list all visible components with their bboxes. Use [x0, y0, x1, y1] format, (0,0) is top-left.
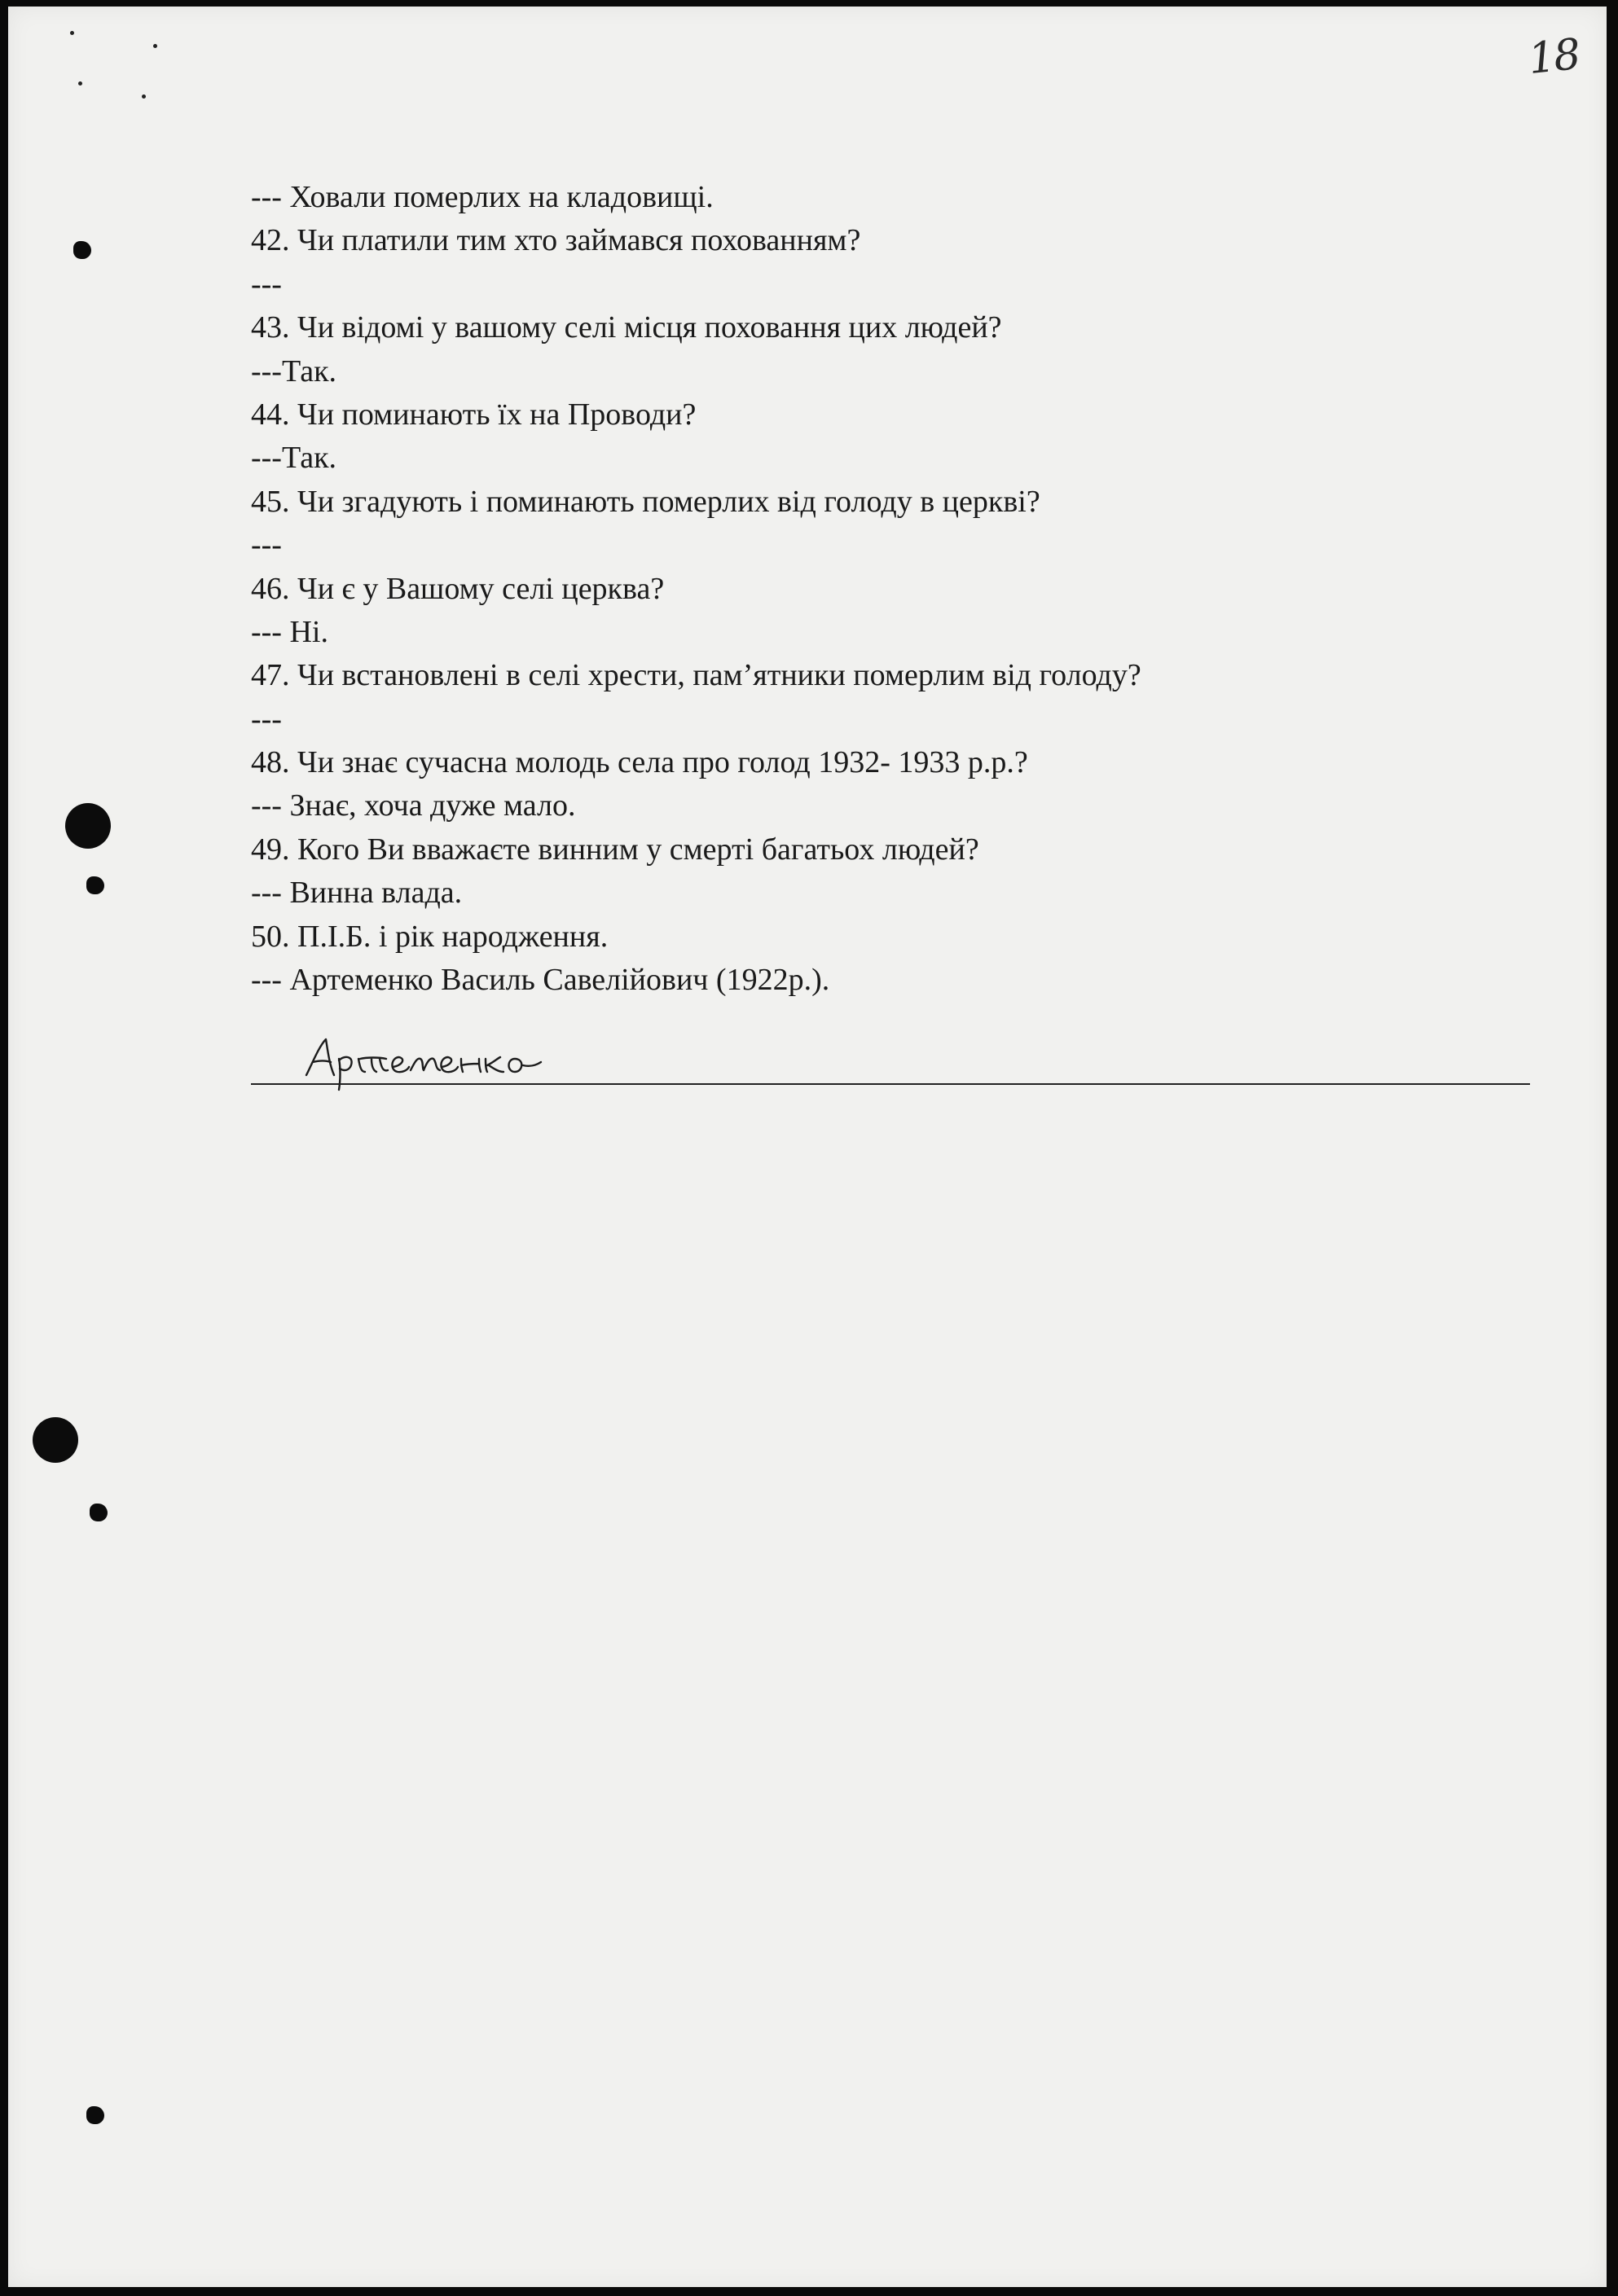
question-46: 46. Чи є у Вашому селі церква?: [251, 571, 665, 606]
answer-45: ---: [251, 528, 282, 563]
answer-46: --- Ні.: [251, 614, 328, 649]
answer-41: --- Ховали померлих на кладовищі.: [251, 180, 714, 214]
question-49: 49. Кого Ви вважаєте винним у смерті багатьох людей?: [251, 832, 979, 867]
question-45: 45. Чи згадують і поминають померлих від голоду в церкві?: [251, 484, 1040, 519]
answer-50: --- Артеменко Василь Савелійович (1922р.).: [251, 963, 830, 998]
signature-area: [251, 1034, 1530, 1091]
question-43: 43. Чи відомі у вашому селі місця поховання цих людей?: [251, 310, 1002, 345]
question-42: 42. Чи платили тим хто займався похованням?: [251, 223, 861, 258]
speck-3: [78, 81, 82, 86]
questionnaire-text: [251, 176, 1571, 1002]
answer-43: ---Так.: [251, 353, 337, 389]
answer-42: ---: [251, 266, 282, 301]
answer-44: ---Так.: [251, 441, 337, 476]
speck-4: [142, 94, 146, 99]
answer-48: --- Знає, хоча дуже мало.: [251, 788, 576, 823]
punch-hole-upper: [65, 803, 111, 849]
question-47: 47. Чи встановлені в селі хрести, пам’ятники померлим від голоду?: [251, 658, 1141, 693]
punch-mark-3: [90, 1504, 108, 1521]
page-number: 18: [1526, 29, 1582, 85]
signature-line: [251, 1083, 1530, 1085]
document-page: [8, 7, 1607, 2287]
answer-49: --- Винна влада.: [251, 876, 463, 911]
question-50: 50. П.І.Б. і рік народження.: [251, 919, 609, 954]
question-44: 44. Чи поминають їх на Проводи?: [251, 397, 697, 432]
speck-1: [70, 31, 74, 35]
speck-2: [153, 44, 157, 48]
punch-hole-lower: [33, 1417, 78, 1463]
punch-mark-1: [73, 241, 91, 259]
answer-47: ---: [251, 701, 282, 736]
punch-mark-4: [86, 2106, 104, 2124]
punch-mark-2: [86, 876, 104, 894]
question-48: 48. Чи знає сучасна молодь села про голод 1932- 1933 р.р.?: [251, 745, 1028, 780]
